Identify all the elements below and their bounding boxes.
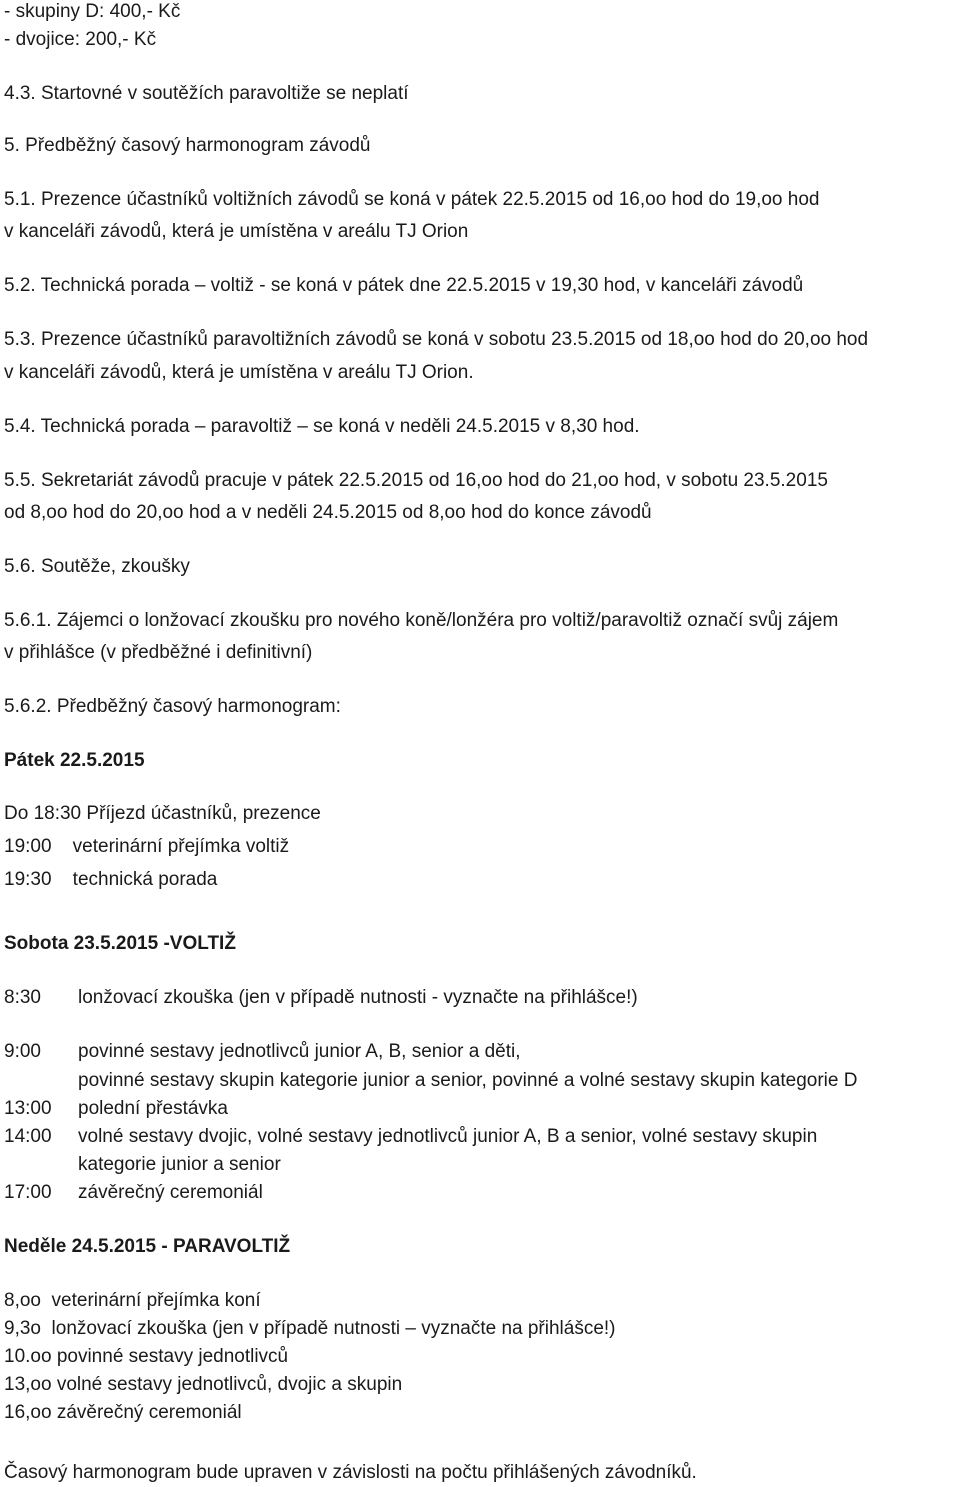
saturday-text: polední přestávka	[78, 1098, 228, 1119]
sunday-item: 10.oo povinné sestavy jednotlivců	[4, 1346, 289, 1367]
sunday-title: Neděle 24.5.2015 - PARAVOLTIŽ	[4, 1236, 291, 1257]
friday-item: 19:30 technická porada	[4, 869, 218, 890]
section-5-1-line2: v kanceláři závodů, která je umístěna v areálu TJ Orion	[4, 221, 469, 242]
section-5-heading: 5. Předběžný časový harmonogram závodů	[4, 135, 371, 156]
section-5-4: 5.4. Technická porada – paravoltiž – se koná v neděli 24.5.2015 v 8,30 hod.	[4, 416, 640, 437]
saturday-text: závěrečný ceremoniál	[78, 1182, 263, 1203]
sunday-item: 9,3o lonžovací zkouška (jen v případě nutnosti – vyznačte na přihlášce!)	[4, 1318, 616, 1339]
saturday-time: 9:00	[4, 1041, 41, 1062]
saturday-text: volné sestavy dvojic, volné sestavy jednotlivců junior A, B a senior, volné sestavy skupin	[78, 1126, 818, 1147]
saturday-time: 17:00	[4, 1182, 52, 1203]
saturday-time: 8:30	[4, 987, 41, 1008]
section-5-6-1-line1: 5.6.1. Zájemci o lonžovací zkoušku pro nového koně/lonžéra pro voltiž/paravoltiž označí svůj zájem	[4, 610, 839, 631]
sunday-item: 13,oo volné sestavy jednotlivců, dvojic a skupin	[4, 1374, 403, 1395]
section-5-3-line1: 5.3. Prezence účastníků paravoltižních závodů se koná v sobotu 23.5.2015 od 18,oo hod do 20,oo hod	[4, 329, 869, 350]
section-5-6-2: 5.6.2. Předběžný časový harmonogram:	[4, 696, 341, 717]
section-5-5-line2: od 8,oo hod do 20,oo hod a v neděli 24.5.2015 od 8,oo hod do konce závodů	[4, 502, 652, 523]
sunday-item: 8,oo veterinární přejímka koní	[4, 1290, 261, 1311]
section-5-5-line1: 5.5. Sekretariát závodů pracuje v pátek 22.5.2015 od 16,oo hod do 21,oo hod, v sobotu 23.5.2015	[4, 470, 828, 491]
saturday-text: kategorie junior a senior	[78, 1154, 281, 1175]
saturday-title: Sobota 23.5.2015 -VOLTIŽ	[4, 933, 236, 954]
fee-pairs: - dvojice: 200,- Kč	[4, 29, 157, 50]
friday-title: Pátek 22.5.2015	[4, 750, 145, 771]
saturday-text: povinné sestavy jednotlivců junior A, B, senior a děti,	[78, 1041, 521, 1062]
sunday-item: 16,oo závěrečný ceremoniál	[4, 1402, 242, 1423]
section-5-3-line2: v kanceláři závodů, která je umístěna v areálu TJ Orion.	[4, 362, 474, 383]
saturday-time: 13:00	[4, 1098, 52, 1119]
friday-item: 19:00 veterinární přejímka voltiž	[4, 836, 290, 857]
section-5-2: 5.2. Technická porada – voltiž - se koná v pátek dne 22.5.2015 v 19,30 hod, v kanceláři závodů	[4, 275, 804, 296]
footer-note: Časový harmonogram bude upraven v závislosti na počtu přihlášených závodníků.	[4, 1462, 697, 1483]
saturday-text: lonžovací zkouška (jen v případě nutnosti - vyznačte na přihlášce!)	[78, 987, 638, 1008]
fee-groups-d: - skupiny D: 400,- Kč	[4, 1, 181, 22]
saturday-text: povinné sestavy skupin kategorie junior a senior, povinné a volné sestavy skupin kategorie D	[78, 1070, 858, 1091]
saturday-time: 14:00	[4, 1126, 52, 1147]
section-5-6: 5.6. Soutěže, zkoušky	[4, 556, 190, 577]
section-4-3: 4.3. Startovné v soutěžích paravoltiže se neplatí	[4, 83, 409, 104]
section-5-6-1-line2: v přihlášce (v předběžné i definitivní)	[4, 642, 313, 663]
section-5-1-line1: 5.1. Prezence účastníků voltižních závodů se koná v pátek 22.5.2015 od 16,oo hod do 19,oo hod	[4, 189, 820, 210]
friday-item: Do 18:30 Příjezd účastníků, prezence	[4, 803, 321, 824]
